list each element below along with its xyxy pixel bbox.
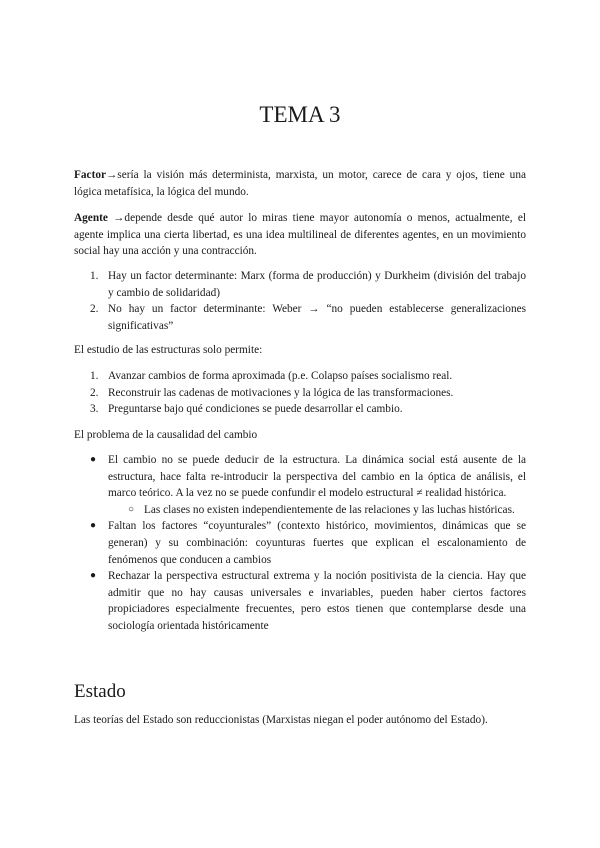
list-item: 1. Avanzar cambios de forma aproximada (p.e. Colapso países socialismo real. [90, 370, 453, 382]
circle-bullet-icon: ○ [128, 503, 135, 515]
agente-paragraph [74, 210, 526, 260]
causalidad-intro: El problema de la causalidad del cambio [74, 429, 258, 441]
bullet-icon: ● [90, 570, 97, 582]
factor-paragraph [74, 167, 526, 200]
estado-text: Las teorías del Estado son reduccionistas (Marxistas niegan el poder autónomo del Estado). [74, 714, 488, 726]
agente-term: Agente [74, 212, 108, 224]
list-item: 2. No hay un factor determinante: Weber → “no pueden establecerse generalizaciones significativas” [90, 303, 526, 332]
estado-heading: Estado [74, 681, 126, 702]
estudio-list [74, 368, 526, 418]
page-title: TEMA 3 [259, 102, 341, 127]
bullet-icon: ● [90, 520, 97, 532]
bullet-icon: ● [90, 454, 97, 465]
list-item: 3. Preguntarse bajo qué condiciones se puede desarrollar el cambio. [90, 403, 403, 416]
factor-list [74, 268, 526, 334]
list-item: ● El cambio no se puede deducir de la estructura. La dinámica social está ausente de la estructura, hace falta re-introducir la perspectiva del cambio en la óptica de análisis, el marco teórico. A la vez no se puede confundir el modelo estructural ≠ realidad histórica. ○ Las clases no existen independientemente de las relaciones y las luchas históricas. [74, 452, 526, 518]
list-item: 2. Reconstruir las cadenas de motivaciones y la lógica de las transformaciones. [90, 386, 454, 399]
estudio-intro: El estudio de las estructuras solo permite: [74, 344, 263, 356]
factor-term: Factor [74, 169, 106, 181]
list-item: ● Rechazar la perspectiva estructural extrema y la noción positivista de la ciencia. Hay que admitir que no hay causas universales e invariables, pueden haber ciertos factores propiciadores especialmente frecuentes, pero estos tienen que contemplarse desde una sociología orientada históricamente [90, 570, 526, 632]
sub-list [108, 502, 526, 519]
agente-text: →depende desde qué autor lo miras tiene mayor autonomía o menos, actualmente, el agente implica una cierta libertad, es una idea multilineal de diferentes agentes, en un movimiento social hay una acción y una contracción. [74, 212, 526, 258]
list-item: 1. Hay un factor determinante: Marx (forma de producción) y Durkheim (división del trabajo y cambio de solidaridad) [90, 270, 526, 299]
list-item: ○ Las clases no existen independientemente de las relaciones y las luchas históricas. [108, 502, 526, 519]
list-item: ● Faltan los factores “coyunturales” (contexto histórico, movimientos, dinámicas que se generan) y su combinación: coyunturas fuertes que explican el escalonamiento de fenómenos que conducen a cambios [90, 520, 526, 566]
factor-text: →sería la visión más determinista, marxista, un motor, carece de cara y ojos, tiene una lógica metafísica, la lógica del mundo. [74, 169, 526, 198]
causalidad-list [74, 452, 526, 635]
